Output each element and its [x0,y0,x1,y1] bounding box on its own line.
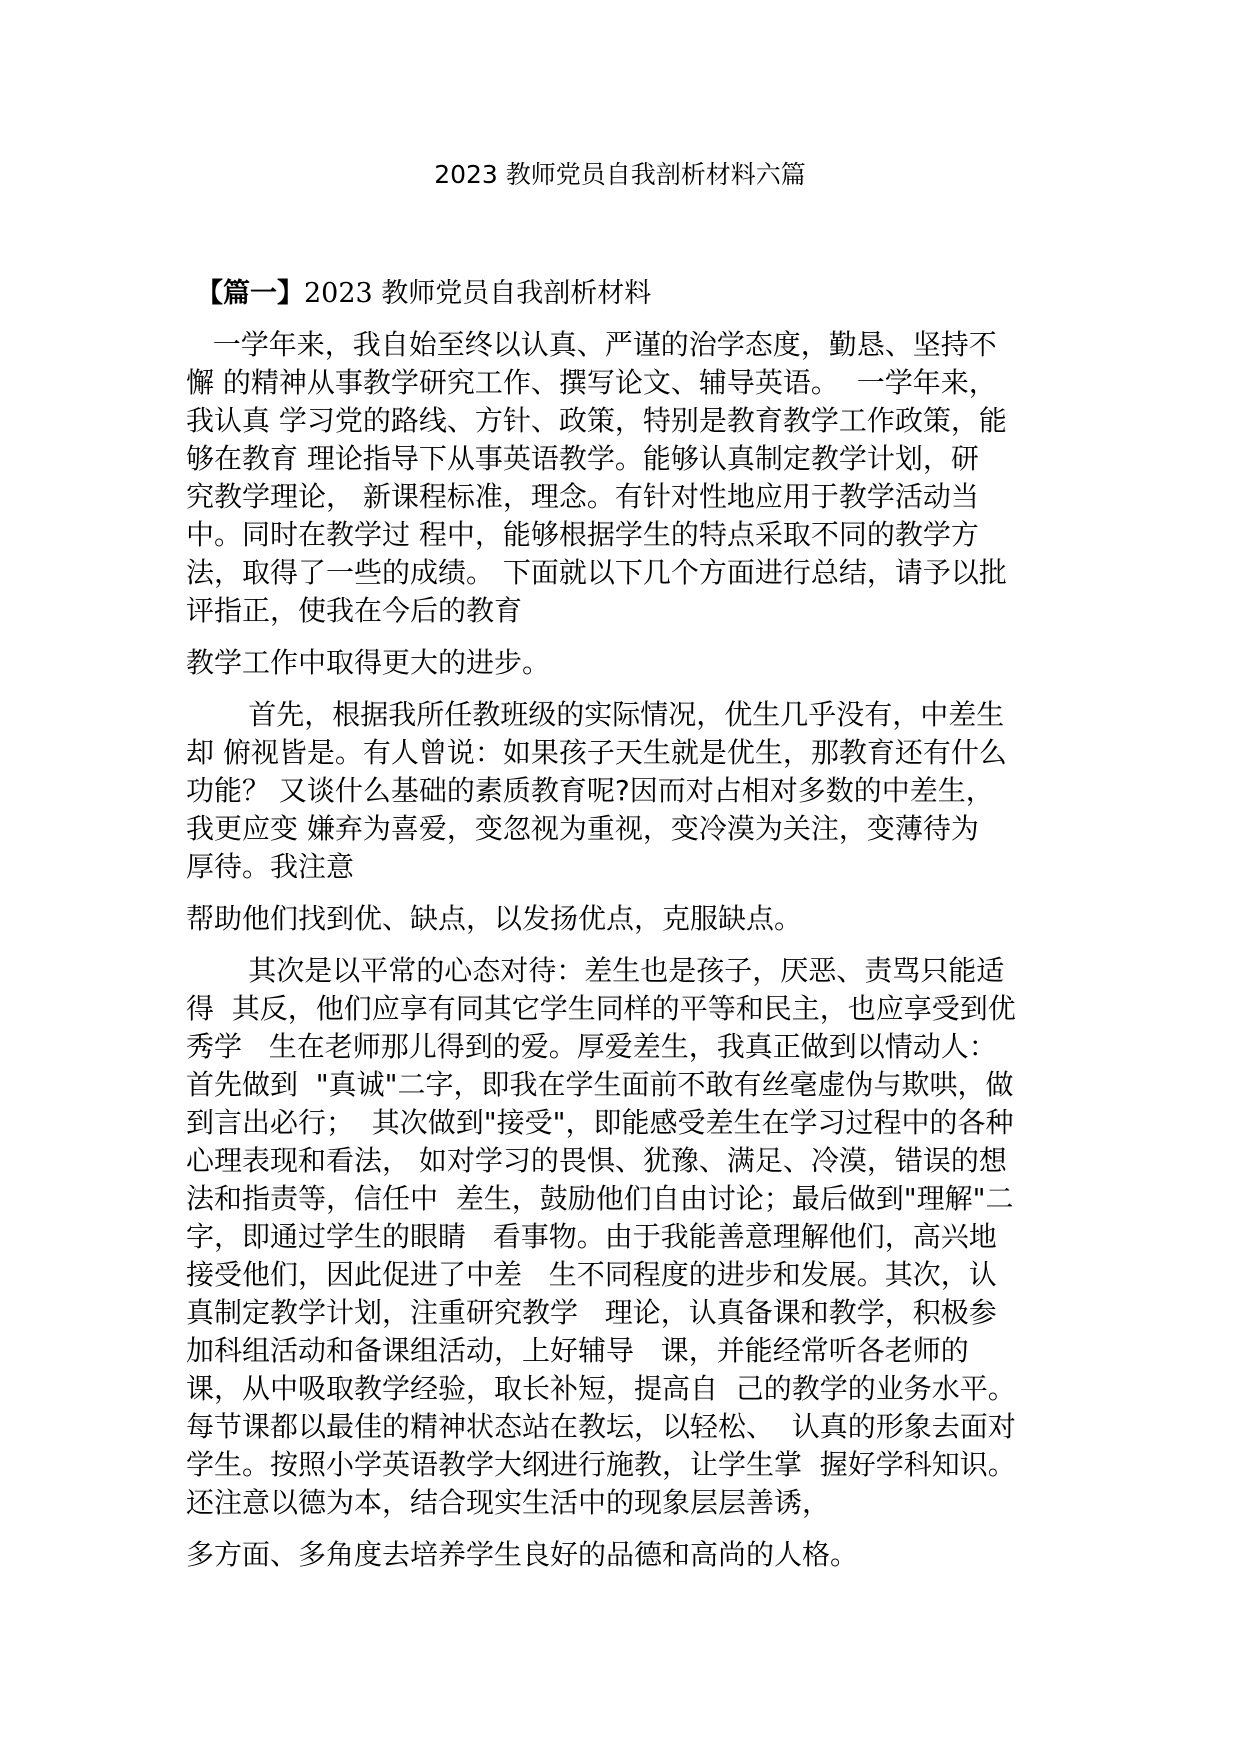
paragraph-line: 真制定教学计划，注重研究教学 理论，认真备课和教学，积极参 [186,1296,997,1329]
paragraph-line: 我认真 学习党的路线、方针、政策，特别是教育教学工作政策，能 [186,404,1007,437]
paragraph-line: 字，即通过学生的眼睛 看事物。由于我能善意理解他们，高兴地 [186,1220,997,1253]
paragraph-line: 教学工作中取得更大的进步。 [186,646,551,679]
paragraph-line: 其次是以平常的心态对待：差生也是孩子，厌恶、责骂只能适 [186,954,1005,987]
paragraph-line: 心理表现和看法， 如对学习的畏惧、犹豫、满足、冷漠，错误的想 [186,1144,1007,1177]
paragraph-line: 法和指责等，信任中 差生，鼓励他们自由讨论；最后做到"理解"二 [186,1182,1014,1215]
paragraph-line: 法，取得了一些的成绩。 下面就以下几个方面进行总结，请予以批 [186,556,1007,589]
section-number: 2023 [304,278,373,309]
paragraph-line: 到言出必行； 其次做到"接受"，即能感受差生在学习过程中的各种 [186,1106,1014,1139]
paragraph-line: 够在教育 理论指导下从事英语教学。能够认真制定教学计划，研 [186,442,979,475]
paragraph-line: 学生。按照小学英语教学大纲进行施教，让学生掌 握好学科知识。 [186,1448,1016,1481]
paragraph-line: 一学年来，我自始至终以认真、严谨的治学态度，勤恳、坚持不 [186,328,997,361]
section-heading [196,276,651,312]
paragraph-line: 中。同时在教学过 程中，能够根据学生的特点采取不同的教学方 [186,518,979,551]
paragraph-line: 课，从中吸取教学经验，取长补短，提高自 己的教学的业务水平。 [186,1372,1016,1405]
paragraph-line: 每节课都以最佳的精神状态站在教坛，以轻松、 认真的形象去面对 [186,1410,1016,1443]
paragraph-line: 秀学 生在老师那儿得到的爱。厚爱差生，我真正做到以情动人： [186,1030,997,1063]
paragraph-line: 得 其反，他们应享有同其它学生同样的平等和民主，也应享受到优 [186,992,1016,1025]
paragraph-line: 还注意以德为本，结合现实生活中的现象层层善诱， [186,1486,831,1519]
paragraph-line: 却 俯视皆是。有人曾说：如果孩子天生就是优生，那教育还有什么 [186,736,1007,769]
paragraph-line: 帮助他们找到优、缺点，以发扬优点，克服缺点。 [186,902,803,935]
section-title: 教师党员自我剖析材料 [372,278,652,309]
paragraph-line: 懈 的精神从事教学研究工作、撰写论文、辅导英语。 一学年来， [186,366,997,399]
paragraph-line: 首先，根据我所任教班级的实际情况，优生几乎没有，中差生 [186,698,1005,731]
paragraph-line: 首先做到 "真诚"二字，即我在学生面前不敢有丝毫虚伪与欺哄，做 [186,1068,1014,1101]
paragraph-line: 厚待。我注意 [186,850,355,883]
paragraph-line: 接受他们，因此促进了中差 生不同程度的进步和发展。其次，认 [186,1258,997,1291]
paragraph-line: 多方面、多角度去培养学生良好的品德和高尚的人格。 [186,1538,859,1571]
section-label: 【篇一】 [196,278,304,309]
paragraph-line: 评指正，使我在今后的教育 [186,594,523,627]
paragraph-line: 功能？ 又谈什么基础的素质教育呢?因而对占相对多数的中差生， [186,774,994,807]
paragraph-line: 我更应变 嫌弃为喜爱，变忽视为重视，变冷漠为关注，变薄待为 [186,812,979,845]
paragraph-line: 究教学理论， 新课程标准，理念。有针对性地应用于教学活动当 [186,480,979,513]
document-title: 2023 教师党员自我剖析材料六篇 [434,160,806,189]
paragraph-line: 加科组活动和备课组活动，上好辅导 课，并能经常听各老师的 [186,1334,969,1367]
